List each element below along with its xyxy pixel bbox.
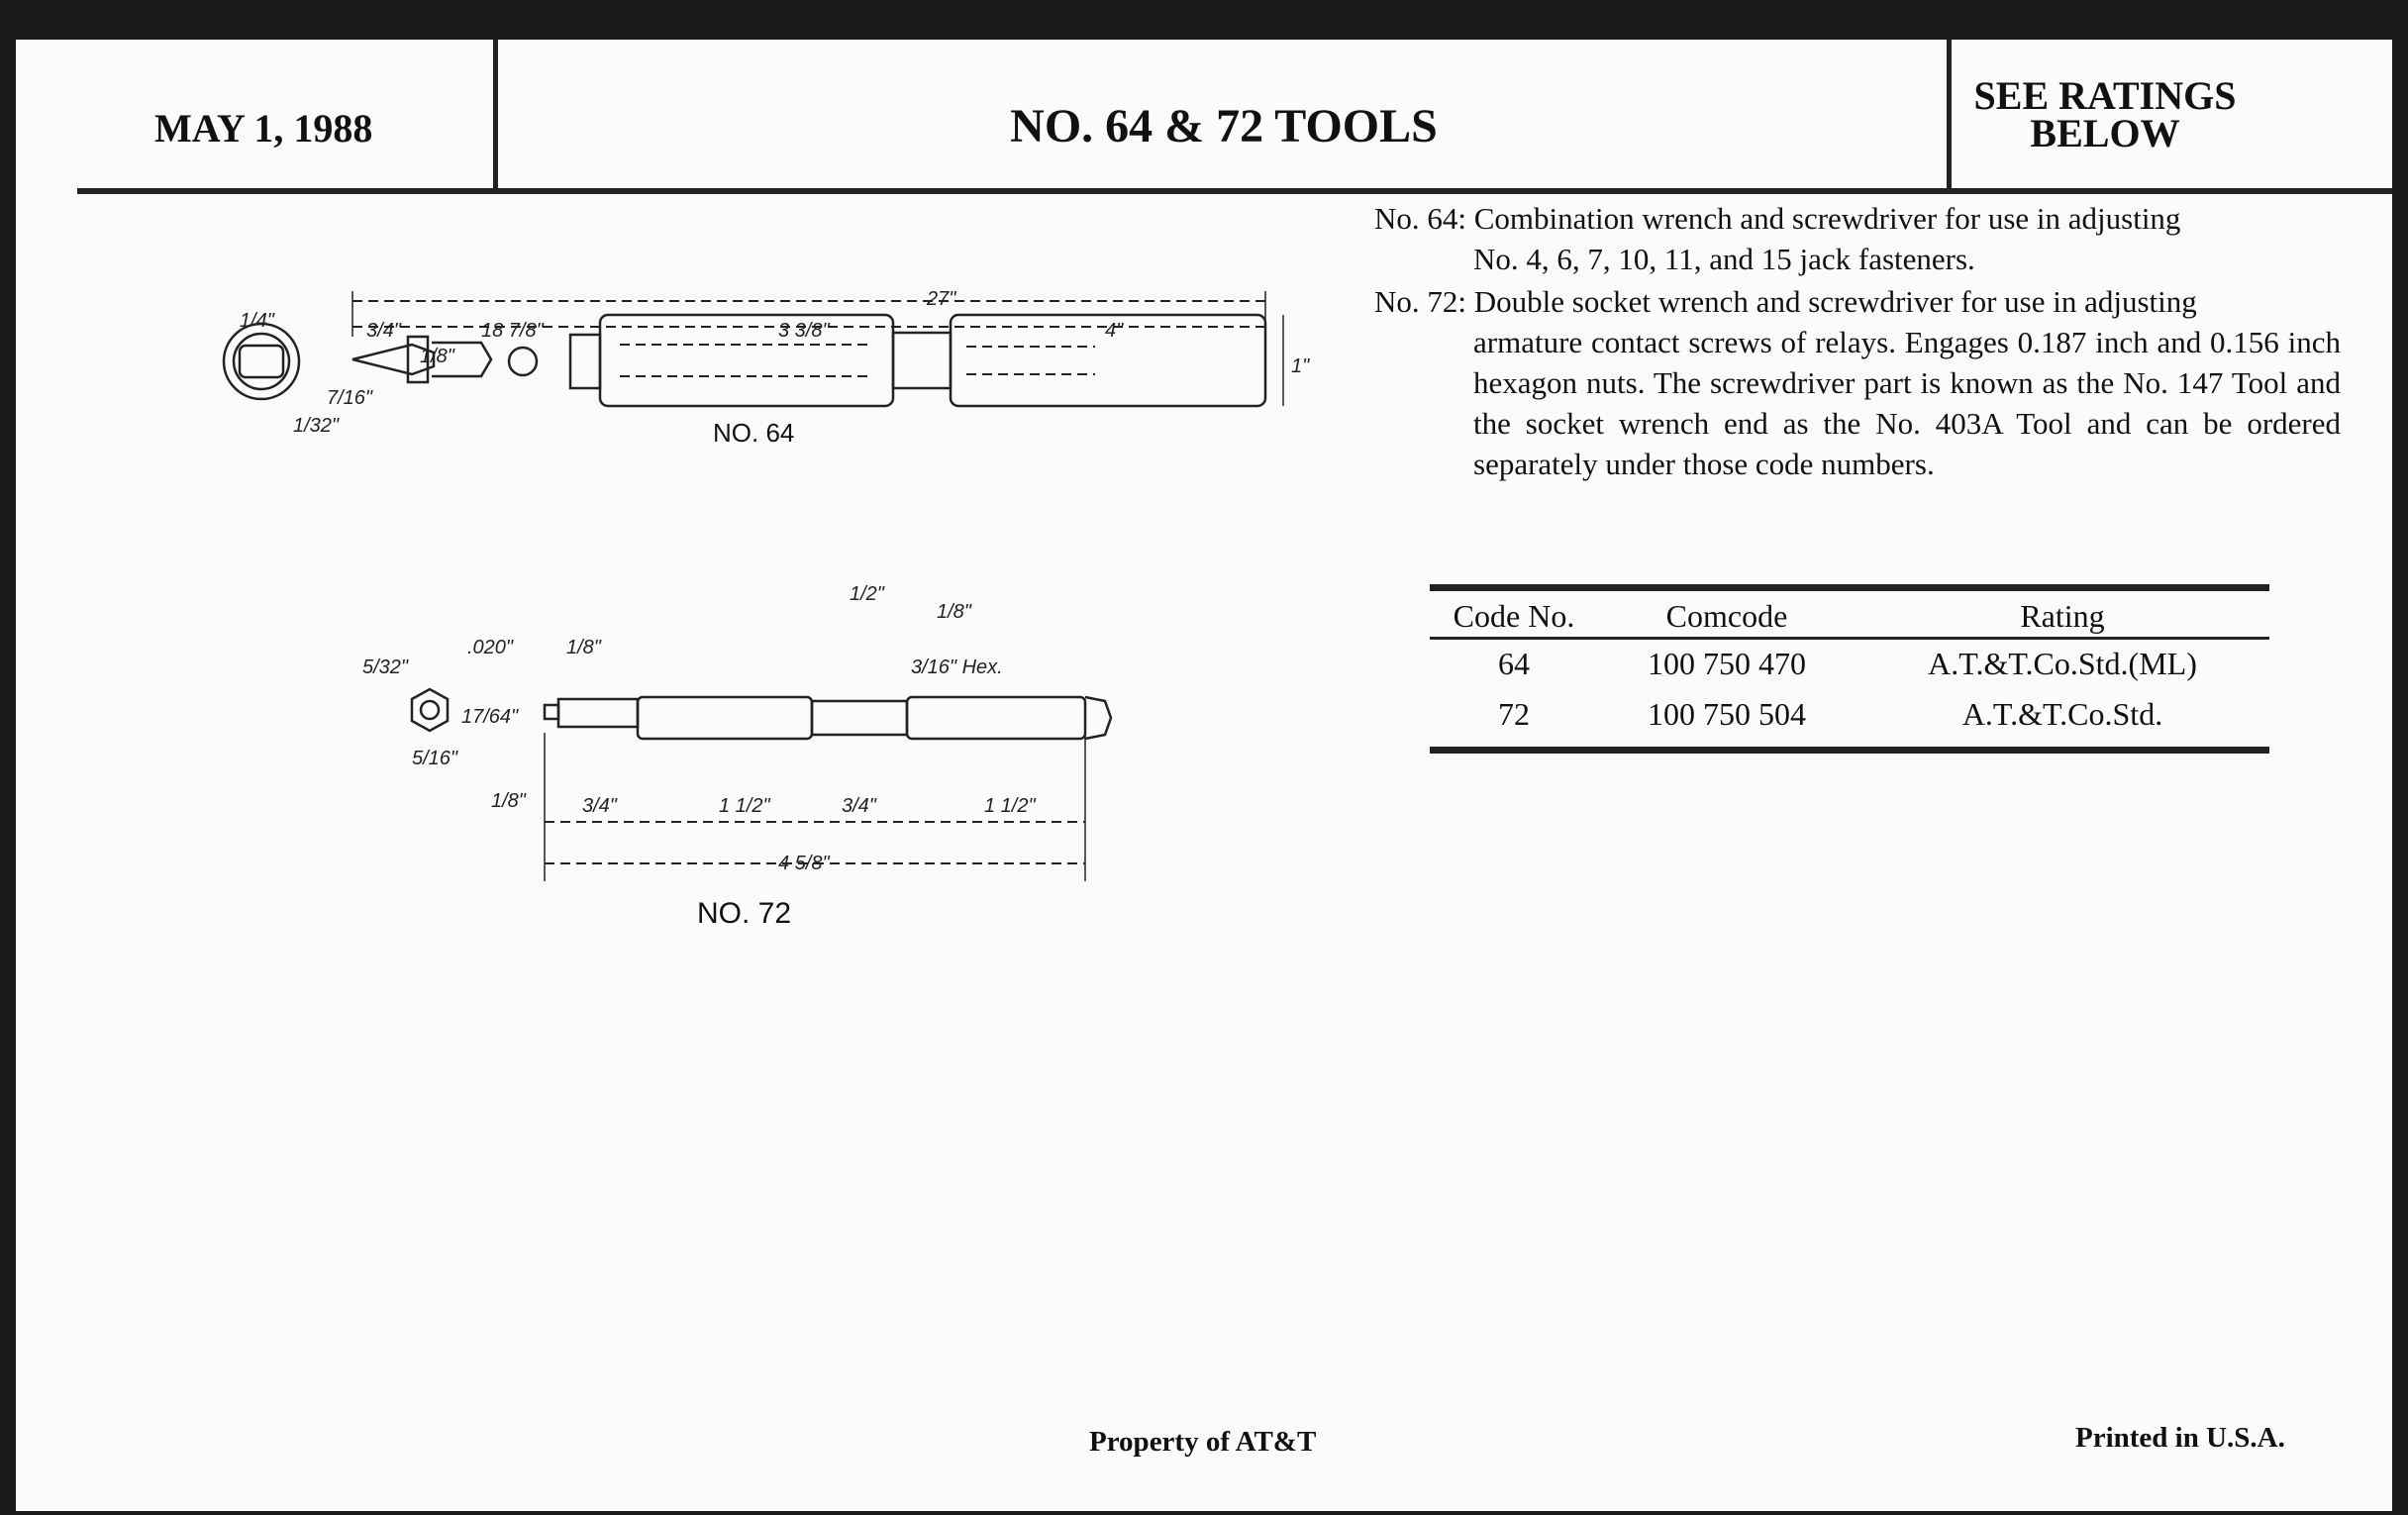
cell-code: 64	[1498, 645, 1530, 681]
description-no72	[1374, 281, 2341, 484]
no64-end-view-inner	[234, 334, 289, 389]
dim-64-g: 4"	[1105, 320, 1124, 342]
no64-line1: Combination wrench and screwdriver for use in adjusting	[1473, 201, 2181, 236]
no72-hex-hole	[421, 701, 439, 719]
dim-72-d: 17/64"	[461, 706, 519, 728]
no64-neck	[570, 335, 600, 388]
no64-end-slot	[240, 346, 283, 377]
dim-72-m: 3/16" Hex.	[911, 656, 1003, 678]
ratings-note	[1956, 73, 2254, 155]
table-header-row	[1430, 595, 2269, 637]
col-header-rating: Rating	[2020, 597, 2105, 634]
tool-drawings	[16, 40, 1362, 951]
dim-72-j: 1 1/2"	[984, 795, 1036, 817]
col-header-code: Code No.	[1453, 597, 1575, 634]
no72-dimensions	[362, 583, 1036, 874]
table-top-rule	[1430, 584, 2269, 591]
dim-72-h: 1 1/2"	[719, 795, 770, 817]
ratings-line-2: BELOW	[2030, 111, 2180, 155]
no64-drawing	[224, 291, 1283, 406]
dim-64-b: 3/4"	[366, 320, 401, 342]
dim-72-l: 1/8"	[937, 601, 971, 623]
dim-64-d: 1/8"	[420, 346, 454, 367]
no64-handle-1	[600, 315, 893, 406]
no72-section-1	[558, 699, 638, 727]
dim-64-e: 3 3/8"	[778, 320, 830, 342]
cell-comcode: 100 750 470	[1648, 645, 1806, 681]
ratings-table	[1430, 584, 2269, 754]
dim-64-h: 7/16"	[327, 387, 373, 409]
dim-72-k: 1/2"	[850, 583, 884, 605]
dim-72-c: 1/8"	[566, 637, 601, 658]
dim-72-g: 3/4"	[582, 795, 617, 817]
col-header-comcode: Comcode	[1665, 597, 1788, 634]
no72-section-4	[907, 697, 1085, 739]
no64-label: No. 64:	[1374, 201, 1466, 236]
dim-72-n: 4 5/8"	[778, 853, 830, 874]
issue-date: MAY 1, 1988	[154, 106, 373, 151]
dim-72-f: 1/8"	[491, 790, 526, 812]
no72-end-cap	[1085, 697, 1111, 739]
no64-dimensions	[240, 288, 1310, 437]
table-row	[1430, 687, 2269, 741]
no72-line1: Double socket wrench and screwdriver for use in adjusting	[1473, 284, 2197, 319]
no64-line2: No. 4, 6, 7, 10, 11, and 15 jack fasteners.	[1473, 242, 1975, 276]
no72-caption: NO. 72	[697, 897, 792, 930]
table-row	[1430, 640, 2269, 687]
cell-comcode: 100 750 504	[1648, 695, 1806, 732]
no64-end-view	[224, 324, 299, 399]
no72-hex-end	[412, 689, 448, 731]
dim-64-a: 1/4"	[240, 310, 274, 332]
page-title: NO. 64 & 72 TOOLS	[1010, 100, 1438, 152]
no72-rest: armature contact screws of relays. Engages 0.187 inch and 0.156 inch hexagon nuts. The screwdriver part is known as the No. 147 Tool and the socket wrench end as the No. 403A Tool and can be ordered separately under those code numbers.	[1473, 325, 2341, 481]
cell-rating: A.T.&T.Co.Std.(ML)	[1928, 645, 2197, 681]
dim-64-j: 1"	[1291, 355, 1310, 377]
footer-property: Property of AT&T	[1089, 1426, 1317, 1458]
footer-printed: Printed in U.S.A.	[2075, 1422, 2285, 1454]
no72-label: No. 72:	[1374, 284, 1466, 319]
dim-64-i: 1/32"	[293, 415, 340, 437]
dim-64-c: 18 7/8"	[481, 320, 544, 342]
description-no64	[1374, 198, 2341, 279]
cell-code: 72	[1498, 695, 1530, 732]
table-bottom-rule	[1430, 747, 2269, 754]
tool-data-card	[16, 40, 2392, 1511]
no72-tip	[545, 705, 558, 719]
no72-section-2	[638, 697, 812, 739]
cell-rating: A.T.&T.Co.Std.	[1961, 695, 2163, 732]
dim-72-b: .020"	[467, 637, 514, 658]
dim-64-f: 27"	[927, 288, 956, 310]
no64-caption: NO. 64	[713, 418, 795, 448]
dim-72-e: 5/16"	[412, 748, 458, 769]
dim-72-a: 5/32"	[362, 656, 409, 678]
ratings-line-1: SEE RATINGS	[1973, 73, 2237, 118]
dim-72-i: 3/4"	[842, 795, 876, 817]
no72-section-3	[812, 701, 907, 735]
no64-joint	[509, 348, 537, 375]
no64-waist	[893, 333, 951, 388]
